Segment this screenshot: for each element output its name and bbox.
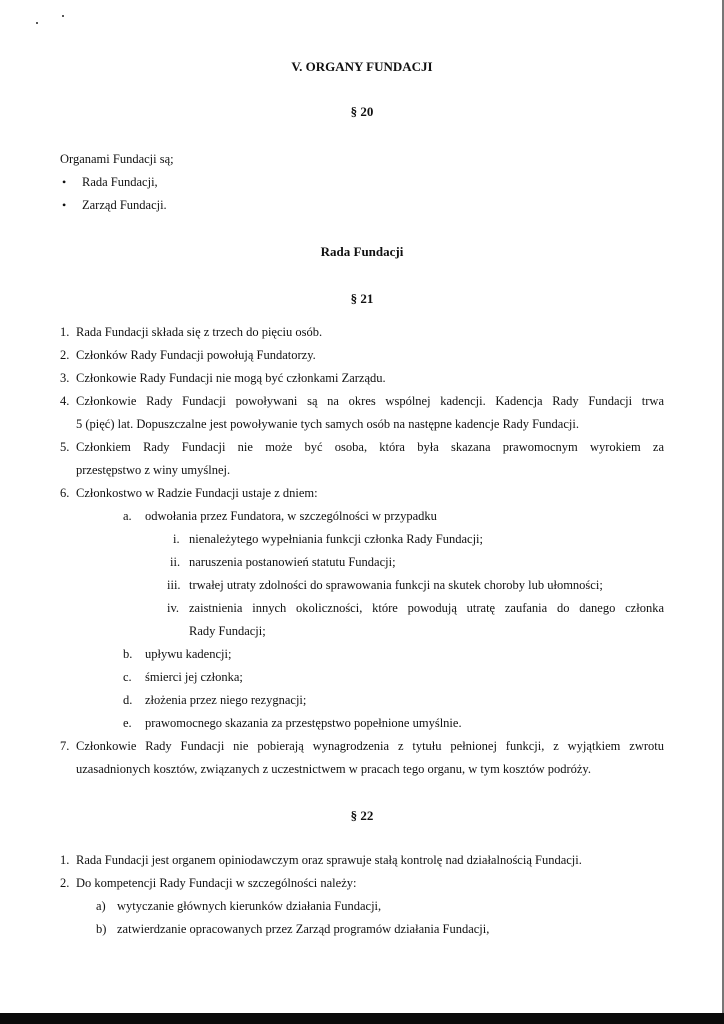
point-text: Członkowie Rady Fundacji nie mogą być członkami Zarządu.: [76, 371, 386, 385]
subsection-heading: Rada Fundacji: [320, 244, 404, 259]
s22-point-1: [60, 853, 582, 868]
scan-border: [0, 1013, 724, 1024]
point-text: Rada Fundacji składa się z trzech do pięciu osób.: [76, 325, 323, 339]
s21-point-6d: złożenia przez niego rezygnacji;: [145, 693, 307, 707]
list-marker: c.: [123, 670, 132, 684]
point-number: 6.: [60, 486, 70, 500]
paragraph-title-20: § 20: [350, 104, 374, 119]
bullet-icon: •: [62, 198, 67, 212]
s21-point-6e: prawomocnego skazania za przestępstwo popełnione umyślnie.: [145, 716, 462, 730]
s20-item: Zarząd Fundacji.: [82, 198, 167, 212]
s21-point-6a-iv-line2: Rady Fundacji;: [189, 624, 266, 638]
s21-point-7-line1: Członkowie Rady Fundacji nie pobierają wynagrodzenia z tytułu pełnionej funkcji, z wyjątkiem zwrotu: [76, 739, 664, 753]
paragraph-title-21: § 21: [350, 291, 374, 306]
s21-point-5-line1: Członkiem Rady Fundacji nie może być osoba, która była skazana prawomocnym wyrokiem za: [76, 440, 664, 454]
paragraph-title-22: § 22: [350, 808, 374, 823]
point-number: 3.: [60, 371, 70, 385]
s21-point-6b: upływu kadencji;: [145, 647, 232, 661]
s21-point-7-line2: uzasadnionych kosztów, związanych z uczestnictwem w pracach tego organu, w tym kosztów podróży.: [76, 762, 591, 776]
point-number: 1.: [60, 853, 70, 867]
scan-speck: [36, 22, 38, 24]
s21-point-6a: odwołania przez Fundatora, w szczególności w przypadku: [145, 509, 437, 523]
s21-point-6a-i: nienależytego wypełniania funkcji członka Rady Fundacji;: [189, 532, 484, 546]
list-marker: b): [96, 922, 107, 936]
s21-point-6a-iii: trwałej utraty zdolności do sprawowania funkcji na skutek choroby lub ułomności;: [189, 578, 603, 592]
section-heading: V. ORGANY FUNDACJI: [291, 59, 433, 74]
point-number: 1.: [60, 325, 70, 339]
list-marker: i.: [173, 532, 180, 546]
s22-point-2: [60, 876, 356, 891]
s21-point-6c: śmierci jej członka;: [145, 670, 243, 684]
point-number: 2.: [60, 348, 70, 362]
s21-point-3: [60, 371, 386, 386]
s21-point-6a-ii: naruszenia postanowień statutu Fundacji;: [189, 555, 396, 569]
scan-speck: [62, 15, 64, 17]
s22-point-2b: zatwierdzanie opracowanych przez Zarząd programów działania Fundacji,: [117, 922, 490, 936]
s21-point-6a-iv-line1: zaistnienia innych okoliczności, które powodują utratę zaufania do danego członka: [189, 601, 664, 615]
point-number: 7.: [60, 739, 70, 753]
list-marker: d.: [123, 693, 133, 707]
point-number: 2.: [60, 876, 70, 890]
point-text: Członkostwo w Radzie Fundacji ustaje z dniem:: [76, 486, 318, 500]
point-number: 5.: [60, 440, 70, 454]
list-marker: a): [96, 899, 106, 913]
list-marker: a.: [123, 509, 132, 523]
list-marker: e.: [123, 716, 132, 730]
s22-point-2a: wytyczanie głównych kierunków działania Fundacji,: [117, 899, 382, 913]
list-marker: iv.: [167, 601, 180, 615]
s21-point-6: [60, 486, 318, 501]
point-text: Do kompetencji Rady Fundacji w szczególności należy:: [76, 876, 357, 890]
s21-point-2: [60, 348, 316, 363]
s21-point-4-line1: Członkowie Rady Fundacji powoływani są na okres wspólnej kadencji. Kadencja Rady Fundacji trwa: [76, 394, 664, 408]
s20-intro: Organami Fundacji są;: [60, 152, 174, 166]
s21-point-4-line2: 5 (pięć) lat. Dopuszczalne jest powoływanie tych samych osób na następne kadencje Rady Fundacji.: [76, 417, 579, 431]
bullet-icon: •: [62, 175, 67, 189]
point-text: Członków Rady Fundacji powołują Fundatorzy.: [76, 348, 316, 362]
s21-point-5-line2: przestępstwo z winy umyślnej.: [76, 463, 231, 477]
list-marker: b.: [123, 647, 133, 661]
point-number: 4.: [60, 394, 70, 408]
s21-point-1: [60, 325, 322, 340]
s20-item: Rada Fundacji,: [82, 175, 158, 189]
list-marker: ii.: [170, 555, 181, 569]
point-text: Rada Fundacji jest organem opiniodawczym oraz sprawuje stałą kontrolę nad działalnością Fundacji.: [76, 853, 582, 867]
list-marker: iii.: [167, 578, 181, 592]
